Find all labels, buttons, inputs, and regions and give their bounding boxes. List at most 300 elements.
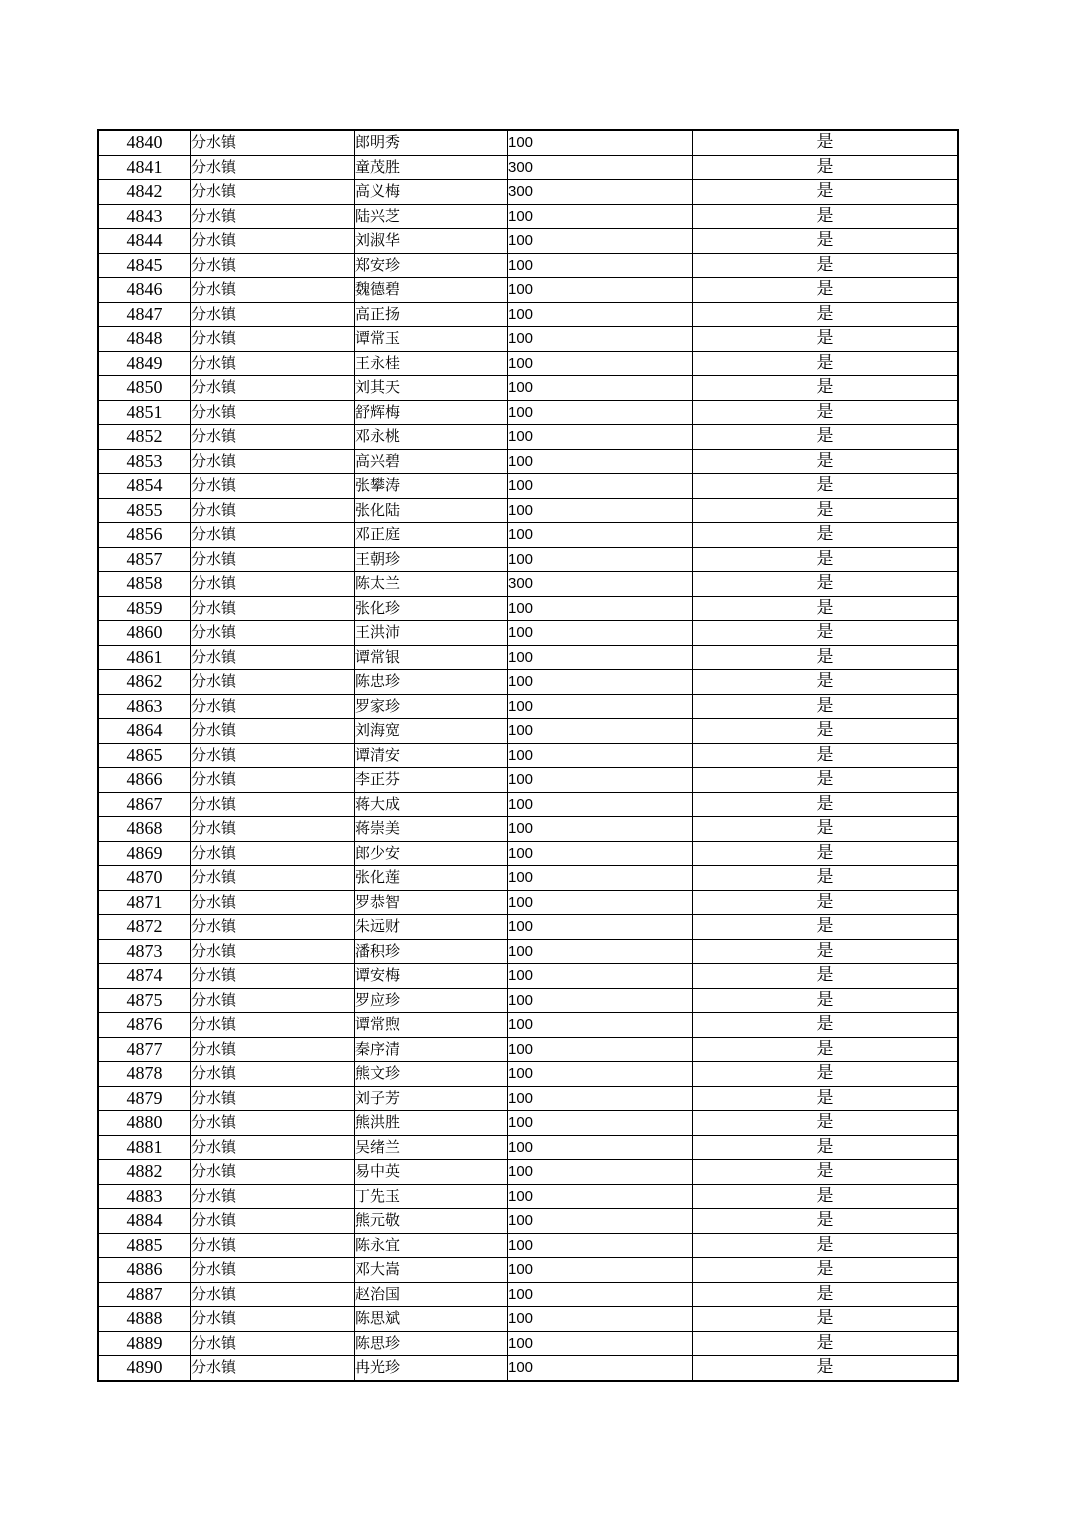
serial-number-cell: 4883 (98, 1184, 191, 1209)
town-cell: 分水镇 (191, 1356, 355, 1381)
person-name-cell: 张化莲 (355, 866, 508, 891)
table-row (98, 621, 958, 646)
person-name-cell: 罗家珍 (355, 694, 508, 719)
serial-number-cell: 4862 (98, 670, 191, 695)
person-name-cell: 刘海宽 (355, 719, 508, 744)
status-flag-cell: 是 (693, 694, 959, 719)
amount-cell: 100 (508, 498, 693, 523)
table-row (98, 474, 958, 499)
table-row (98, 523, 958, 548)
person-name-cell: 李正芬 (355, 768, 508, 793)
amount-cell: 100 (508, 130, 693, 155)
amount-cell: 100 (508, 204, 693, 229)
table-row (98, 1184, 958, 1209)
status-flag-cell: 是 (693, 1282, 959, 1307)
serial-number-cell: 4887 (98, 1282, 191, 1307)
table-row (98, 1258, 958, 1283)
person-name-cell: 陈思珍 (355, 1331, 508, 1356)
status-flag-cell: 是 (693, 253, 959, 278)
serial-number-cell: 4861 (98, 645, 191, 670)
person-name-cell: 朱远财 (355, 915, 508, 940)
person-name-cell: 罗应珍 (355, 988, 508, 1013)
table-row (98, 841, 958, 866)
town-cell: 分水镇 (191, 890, 355, 915)
status-flag-cell: 是 (693, 425, 959, 450)
person-name-cell: 舒辉梅 (355, 400, 508, 425)
table-row (98, 1086, 958, 1111)
serial-number-cell: 4849 (98, 351, 191, 376)
serial-number-cell: 4885 (98, 1233, 191, 1258)
town-cell: 分水镇 (191, 988, 355, 1013)
town-cell: 分水镇 (191, 817, 355, 842)
status-flag-cell: 是 (693, 1331, 959, 1356)
amount-cell: 100 (508, 376, 693, 401)
serial-number-cell: 4852 (98, 425, 191, 450)
table-row (98, 253, 958, 278)
status-flag-cell: 是 (693, 1135, 959, 1160)
status-flag-cell: 是 (693, 278, 959, 303)
status-flag-cell: 是 (693, 866, 959, 891)
table-row (98, 670, 958, 695)
person-name-cell: 刘其天 (355, 376, 508, 401)
amount-cell: 100 (508, 547, 693, 572)
status-flag-cell: 是 (693, 1258, 959, 1283)
serial-number-cell: 4856 (98, 523, 191, 548)
town-cell: 分水镇 (191, 792, 355, 817)
serial-number-cell: 4842 (98, 180, 191, 205)
town-cell: 分水镇 (191, 376, 355, 401)
person-name-cell: 张化珍 (355, 596, 508, 621)
status-flag-cell: 是 (693, 1037, 959, 1062)
serial-number-cell: 4854 (98, 474, 191, 499)
town-cell: 分水镇 (191, 547, 355, 572)
town-cell: 分水镇 (191, 425, 355, 450)
person-name-cell: 谭清安 (355, 743, 508, 768)
status-flag-cell: 是 (693, 621, 959, 646)
status-flag-cell: 是 (693, 1013, 959, 1038)
serial-number-cell: 4877 (98, 1037, 191, 1062)
person-name-cell: 秦序清 (355, 1037, 508, 1062)
amount-cell: 300 (508, 572, 693, 597)
table-row (98, 1282, 958, 1307)
town-cell: 分水镇 (191, 596, 355, 621)
amount-cell: 100 (508, 229, 693, 254)
status-flag-cell: 是 (693, 1111, 959, 1136)
serial-number-cell: 4846 (98, 278, 191, 303)
status-flag-cell: 是 (693, 719, 959, 744)
table-row (98, 204, 958, 229)
amount-cell: 100 (508, 743, 693, 768)
person-name-cell: 高义梅 (355, 180, 508, 205)
serial-number-cell: 4840 (98, 130, 191, 155)
serial-number-cell: 4848 (98, 327, 191, 352)
amount-cell: 100 (508, 964, 693, 989)
serial-number-cell: 4865 (98, 743, 191, 768)
person-name-cell: 魏德碧 (355, 278, 508, 303)
amount-cell: 100 (508, 792, 693, 817)
town-cell: 分水镇 (191, 1160, 355, 1185)
town-cell: 分水镇 (191, 155, 355, 180)
person-name-cell: 王永桂 (355, 351, 508, 376)
amount-cell: 100 (508, 939, 693, 964)
person-name-cell: 吴绪兰 (355, 1135, 508, 1160)
amount-cell: 100 (508, 425, 693, 450)
town-cell: 分水镇 (191, 1184, 355, 1209)
serial-number-cell: 4873 (98, 939, 191, 964)
data-table (97, 129, 959, 1382)
status-flag-cell: 是 (693, 327, 959, 352)
amount-cell: 100 (508, 1086, 693, 1111)
table-row (98, 1111, 958, 1136)
status-flag-cell: 是 (693, 130, 959, 155)
table-row (98, 964, 958, 989)
table-row (98, 988, 958, 1013)
person-name-cell: 蒋大成 (355, 792, 508, 817)
person-name-cell: 罗恭智 (355, 890, 508, 915)
town-cell: 分水镇 (191, 1062, 355, 1087)
town-cell: 分水镇 (191, 204, 355, 229)
table-row (98, 1209, 958, 1234)
person-name-cell: 易中英 (355, 1160, 508, 1185)
amount-cell: 100 (508, 719, 693, 744)
amount-cell: 100 (508, 327, 693, 352)
table-row (98, 719, 958, 744)
town-cell: 分水镇 (191, 180, 355, 205)
status-flag-cell: 是 (693, 474, 959, 499)
amount-cell: 100 (508, 915, 693, 940)
town-cell: 分水镇 (191, 278, 355, 303)
person-name-cell: 邓正庭 (355, 523, 508, 548)
table-row (98, 155, 958, 180)
table-row (98, 890, 958, 915)
table-row (98, 327, 958, 352)
table-row (98, 1307, 958, 1332)
amount-cell: 100 (508, 866, 693, 891)
person-name-cell: 熊洪胜 (355, 1111, 508, 1136)
town-cell: 分水镇 (191, 1135, 355, 1160)
town-cell: 分水镇 (191, 130, 355, 155)
amount-cell: 100 (508, 253, 693, 278)
amount-cell: 100 (508, 596, 693, 621)
status-flag-cell: 是 (693, 1184, 959, 1209)
status-flag-cell: 是 (693, 1160, 959, 1185)
town-cell: 分水镇 (191, 253, 355, 278)
person-name-cell: 熊文珍 (355, 1062, 508, 1087)
serial-number-cell: 4880 (98, 1111, 191, 1136)
town-cell: 分水镇 (191, 1233, 355, 1258)
serial-number-cell: 4843 (98, 204, 191, 229)
town-cell: 分水镇 (191, 1037, 355, 1062)
status-flag-cell: 是 (693, 449, 959, 474)
status-flag-cell: 是 (693, 498, 959, 523)
amount-cell: 100 (508, 400, 693, 425)
table-row (98, 1013, 958, 1038)
person-name-cell: 谭常煦 (355, 1013, 508, 1038)
status-flag-cell: 是 (693, 768, 959, 793)
serial-number-cell: 4847 (98, 302, 191, 327)
town-cell: 分水镇 (191, 449, 355, 474)
town-cell: 分水镇 (191, 572, 355, 597)
table-row (98, 1331, 958, 1356)
status-flag-cell: 是 (693, 400, 959, 425)
table-row (98, 792, 958, 817)
serial-number-cell: 4859 (98, 596, 191, 621)
table-row (98, 400, 958, 425)
person-name-cell: 郎少安 (355, 841, 508, 866)
serial-number-cell: 4864 (98, 719, 191, 744)
amount-cell: 100 (508, 1013, 693, 1038)
person-name-cell: 王洪沛 (355, 621, 508, 646)
table-row (98, 130, 958, 155)
status-flag-cell: 是 (693, 1086, 959, 1111)
status-flag-cell: 是 (693, 547, 959, 572)
person-name-cell: 冉光珍 (355, 1356, 508, 1381)
serial-number-cell: 4841 (98, 155, 191, 180)
table-row (98, 596, 958, 621)
person-name-cell: 张攀涛 (355, 474, 508, 499)
town-cell: 分水镇 (191, 229, 355, 254)
status-flag-cell: 是 (693, 1356, 959, 1381)
person-name-cell: 谭安梅 (355, 964, 508, 989)
amount-cell: 100 (508, 670, 693, 695)
status-flag-cell: 是 (693, 204, 959, 229)
table-row (98, 547, 958, 572)
status-flag-cell: 是 (693, 523, 959, 548)
table-row (98, 1356, 958, 1381)
table-row (98, 1135, 958, 1160)
amount-cell: 100 (508, 351, 693, 376)
serial-number-cell: 4871 (98, 890, 191, 915)
town-cell: 分水镇 (191, 645, 355, 670)
amount-cell: 100 (508, 1184, 693, 1209)
serial-number-cell: 4872 (98, 915, 191, 940)
table-body (98, 130, 958, 1381)
table-row (98, 645, 958, 670)
person-name-cell: 郑安珍 (355, 253, 508, 278)
status-flag-cell: 是 (693, 1307, 959, 1332)
table-row (98, 449, 958, 474)
town-cell: 分水镇 (191, 1331, 355, 1356)
person-name-cell: 童茂胜 (355, 155, 508, 180)
amount-cell: 100 (508, 1356, 693, 1381)
person-name-cell: 刘淑华 (355, 229, 508, 254)
serial-number-cell: 4889 (98, 1331, 191, 1356)
town-cell: 分水镇 (191, 1209, 355, 1234)
amount-cell: 100 (508, 1037, 693, 1062)
person-name-cell: 张化陆 (355, 498, 508, 523)
amount-cell: 100 (508, 890, 693, 915)
table-row (98, 1062, 958, 1087)
status-flag-cell: 是 (693, 155, 959, 180)
town-cell: 分水镇 (191, 915, 355, 940)
table-row (98, 768, 958, 793)
serial-number-cell: 4867 (98, 792, 191, 817)
serial-number-cell: 4863 (98, 694, 191, 719)
amount-cell: 100 (508, 621, 693, 646)
status-flag-cell: 是 (693, 180, 959, 205)
town-cell: 分水镇 (191, 302, 355, 327)
table-row (98, 278, 958, 303)
town-cell: 分水镇 (191, 327, 355, 352)
person-name-cell: 丁先玉 (355, 1184, 508, 1209)
amount-cell: 100 (508, 841, 693, 866)
serial-number-cell: 4888 (98, 1307, 191, 1332)
person-name-cell: 谭常银 (355, 645, 508, 670)
serial-number-cell: 4886 (98, 1258, 191, 1283)
status-flag-cell: 是 (693, 1062, 959, 1087)
serial-number-cell: 4850 (98, 376, 191, 401)
town-cell: 分水镇 (191, 498, 355, 523)
town-cell: 分水镇 (191, 743, 355, 768)
serial-number-cell: 4860 (98, 621, 191, 646)
person-name-cell: 郎明秀 (355, 130, 508, 155)
town-cell: 分水镇 (191, 351, 355, 376)
amount-cell: 100 (508, 1062, 693, 1087)
amount-cell: 100 (508, 474, 693, 499)
serial-number-cell: 4857 (98, 547, 191, 572)
person-name-cell: 邓大嵩 (355, 1258, 508, 1283)
serial-number-cell: 4881 (98, 1135, 191, 1160)
status-flag-cell: 是 (693, 572, 959, 597)
serial-number-cell: 4875 (98, 988, 191, 1013)
serial-number-cell: 4853 (98, 449, 191, 474)
table-row (98, 1233, 958, 1258)
town-cell: 分水镇 (191, 1307, 355, 1332)
person-name-cell: 邓永桃 (355, 425, 508, 450)
amount-cell: 100 (508, 302, 693, 327)
amount-cell: 100 (508, 817, 693, 842)
table-row (98, 939, 958, 964)
town-cell: 分水镇 (191, 939, 355, 964)
serial-number-cell: 4870 (98, 866, 191, 891)
person-name-cell: 王朝珍 (355, 547, 508, 572)
status-flag-cell: 是 (693, 1233, 959, 1258)
status-flag-cell: 是 (693, 1209, 959, 1234)
serial-number-cell: 4845 (98, 253, 191, 278)
serial-number-cell: 4879 (98, 1086, 191, 1111)
town-cell: 分水镇 (191, 474, 355, 499)
serial-number-cell: 4868 (98, 817, 191, 842)
status-flag-cell: 是 (693, 792, 959, 817)
person-name-cell: 谭常玉 (355, 327, 508, 352)
serial-number-cell: 4851 (98, 400, 191, 425)
table-row (98, 743, 958, 768)
town-cell: 分水镇 (191, 1013, 355, 1038)
serial-number-cell: 4874 (98, 964, 191, 989)
table-row (98, 1160, 958, 1185)
person-name-cell: 刘子芳 (355, 1086, 508, 1111)
status-flag-cell: 是 (693, 988, 959, 1013)
status-flag-cell: 是 (693, 964, 959, 989)
table-row (98, 302, 958, 327)
person-name-cell: 熊元敬 (355, 1209, 508, 1234)
town-cell: 分水镇 (191, 621, 355, 646)
status-flag-cell: 是 (693, 841, 959, 866)
status-flag-cell: 是 (693, 890, 959, 915)
town-cell: 分水镇 (191, 670, 355, 695)
amount-cell: 300 (508, 155, 693, 180)
table-row (98, 915, 958, 940)
serial-number-cell: 4878 (98, 1062, 191, 1087)
table-row (98, 1037, 958, 1062)
person-name-cell: 陈思斌 (355, 1307, 508, 1332)
town-cell: 分水镇 (191, 1086, 355, 1111)
status-flag-cell: 是 (693, 229, 959, 254)
person-name-cell: 陆兴芝 (355, 204, 508, 229)
table-row (98, 351, 958, 376)
table-row (98, 425, 958, 450)
amount-cell: 100 (508, 278, 693, 303)
amount-cell: 100 (508, 1331, 693, 1356)
serial-number-cell: 4844 (98, 229, 191, 254)
serial-number-cell: 4858 (98, 572, 191, 597)
town-cell: 分水镇 (191, 768, 355, 793)
table-row (98, 180, 958, 205)
amount-cell: 100 (508, 645, 693, 670)
status-flag-cell: 是 (693, 596, 959, 621)
table-row (98, 694, 958, 719)
person-name-cell: 蒋崇美 (355, 817, 508, 842)
status-flag-cell: 是 (693, 351, 959, 376)
person-name-cell: 高兴碧 (355, 449, 508, 474)
person-name-cell: 潘积珍 (355, 939, 508, 964)
amount-cell: 100 (508, 1111, 693, 1136)
serial-number-cell: 4884 (98, 1209, 191, 1234)
amount-cell: 100 (508, 694, 693, 719)
amount-cell: 100 (508, 1209, 693, 1234)
amount-cell: 100 (508, 988, 693, 1013)
amount-cell: 100 (508, 1307, 693, 1332)
amount-cell: 100 (508, 1135, 693, 1160)
amount-cell: 300 (508, 180, 693, 205)
town-cell: 分水镇 (191, 841, 355, 866)
table-row (98, 229, 958, 254)
town-cell: 分水镇 (191, 1282, 355, 1307)
amount-cell: 100 (508, 449, 693, 474)
serial-number-cell: 4866 (98, 768, 191, 793)
town-cell: 分水镇 (191, 719, 355, 744)
amount-cell: 100 (508, 1160, 693, 1185)
serial-number-cell: 4869 (98, 841, 191, 866)
status-flag-cell: 是 (693, 743, 959, 768)
person-name-cell: 陈太兰 (355, 572, 508, 597)
serial-number-cell: 4882 (98, 1160, 191, 1185)
status-flag-cell: 是 (693, 939, 959, 964)
person-name-cell: 陈忠珍 (355, 670, 508, 695)
table-row (98, 376, 958, 401)
town-cell: 分水镇 (191, 1111, 355, 1136)
serial-number-cell: 4855 (98, 498, 191, 523)
person-name-cell: 陈永宜 (355, 1233, 508, 1258)
town-cell: 分水镇 (191, 523, 355, 548)
town-cell: 分水镇 (191, 1258, 355, 1283)
serial-number-cell: 4890 (98, 1356, 191, 1381)
town-cell: 分水镇 (191, 866, 355, 891)
status-flag-cell: 是 (693, 817, 959, 842)
amount-cell: 100 (508, 1233, 693, 1258)
town-cell: 分水镇 (191, 694, 355, 719)
status-flag-cell: 是 (693, 645, 959, 670)
table-row (98, 817, 958, 842)
table-row (98, 498, 958, 523)
amount-cell: 100 (508, 1258, 693, 1283)
serial-number-cell: 4876 (98, 1013, 191, 1038)
town-cell: 分水镇 (191, 964, 355, 989)
amount-cell: 100 (508, 1282, 693, 1307)
person-name-cell: 赵治国 (355, 1282, 508, 1307)
status-flag-cell: 是 (693, 376, 959, 401)
status-flag-cell: 是 (693, 915, 959, 940)
